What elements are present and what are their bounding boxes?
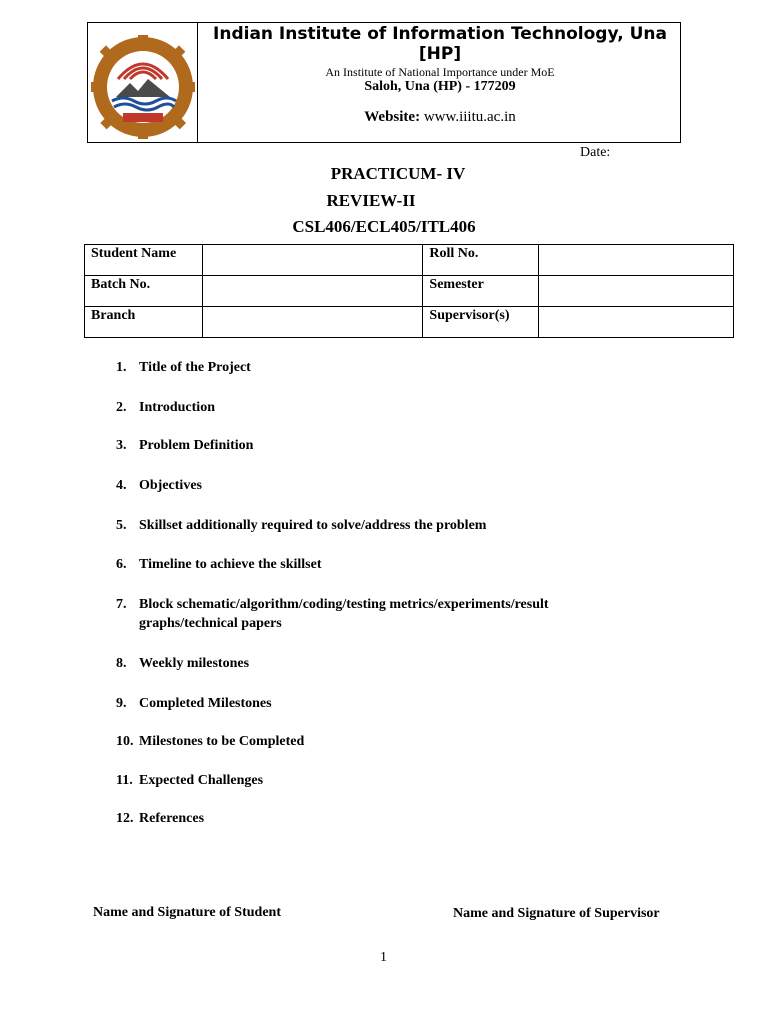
page-number: 1 xyxy=(380,950,387,965)
list-item-number: 12. xyxy=(116,811,134,826)
student-signature-label: Name and Signature of Student xyxy=(93,905,281,920)
logo-cell xyxy=(88,23,198,142)
list-item xyxy=(116,476,609,495)
doc-title-course-codes: CSL406/ECL405/ITL406 xyxy=(292,217,476,236)
list-item-text: Timeline to achieve the skillset xyxy=(139,557,322,572)
date-label: Date: xyxy=(580,145,611,160)
branch-label: Branch xyxy=(85,307,203,338)
student-info-table xyxy=(84,244,734,338)
student-name-label: Student Name xyxy=(85,245,203,276)
semester-label: Semester xyxy=(423,276,539,307)
branch-field[interactable] xyxy=(202,307,423,338)
list-item-text: Milestones to be Completed xyxy=(139,734,305,749)
batch-no-label: Batch No. xyxy=(85,276,203,307)
roll-no-field[interactable] xyxy=(539,245,734,276)
list-item-number: 4. xyxy=(116,478,127,493)
list-item-text: Objectives xyxy=(139,478,202,493)
list-item-text: Skillset additionally required to solve/address the problem xyxy=(139,518,487,533)
list-item xyxy=(116,595,609,633)
list-item xyxy=(116,436,609,455)
supervisor-field[interactable] xyxy=(539,307,734,338)
institute-website xyxy=(199,108,681,126)
website-value: www.iiitu.ac.in xyxy=(423,109,516,125)
list-item-text: Weekly milestones xyxy=(139,656,250,671)
list-item-text: Title of the Project xyxy=(139,360,251,375)
institute-name: Indian Institute of Information Technology, Una [HP] xyxy=(213,24,667,64)
institute-address: Saloh, Una (HP) - 177209 xyxy=(364,79,516,94)
list-item xyxy=(116,654,609,673)
table-row xyxy=(85,307,734,338)
list-item-text: Block schematic/algorithm/coding/testing metrics/experiments/result graphs/technical papers xyxy=(139,597,549,631)
list-item-number: 10. xyxy=(116,734,134,749)
batch-no-field[interactable] xyxy=(202,276,423,307)
list-item-number: 9. xyxy=(116,696,127,711)
list-item-text: Completed Milestones xyxy=(139,696,272,711)
list-item-number: 8. xyxy=(116,656,127,671)
list-item-number: 11. xyxy=(116,773,133,788)
list-item-number: 6. xyxy=(116,557,127,572)
doc-title-review: REVIEW-II xyxy=(326,191,416,210)
list-item-text: Problem Definition xyxy=(139,438,254,453)
supervisor-label: Supervisor(s) xyxy=(423,307,539,338)
list-item xyxy=(116,771,609,790)
list-item xyxy=(116,555,609,574)
list-item xyxy=(116,516,609,535)
institute-subtitle: An Institute of National Importance under MoE xyxy=(325,65,555,79)
roll-no-label: Roll No. xyxy=(423,245,539,276)
list-item-number: 7. xyxy=(116,597,127,612)
semester-field[interactable] xyxy=(539,276,734,307)
list-item-text: Expected Challenges xyxy=(139,773,264,788)
list-item-text: References xyxy=(139,811,205,826)
list-item xyxy=(116,809,609,828)
student-name-field[interactable] xyxy=(202,245,423,276)
list-item xyxy=(116,694,609,713)
institute-header xyxy=(87,22,681,143)
list-item-number: 5. xyxy=(116,518,127,533)
doc-title-practicum: PRACTICUM- IV xyxy=(330,164,466,183)
institute-logo-icon xyxy=(88,35,198,145)
website-label: Website: xyxy=(364,109,421,125)
institute-text xyxy=(199,23,681,126)
supervisor-signature-label: Name and Signature of Supervisor xyxy=(453,906,660,921)
list-item-number: 1. xyxy=(116,360,127,375)
list-item xyxy=(116,732,609,751)
list-item-number: 3. xyxy=(116,438,127,453)
list-item xyxy=(116,398,609,417)
list-item xyxy=(116,358,609,377)
table-row xyxy=(85,245,734,276)
list-item-text: Introduction xyxy=(139,400,215,415)
table-row xyxy=(85,276,734,307)
list-item-number: 2. xyxy=(116,400,127,415)
